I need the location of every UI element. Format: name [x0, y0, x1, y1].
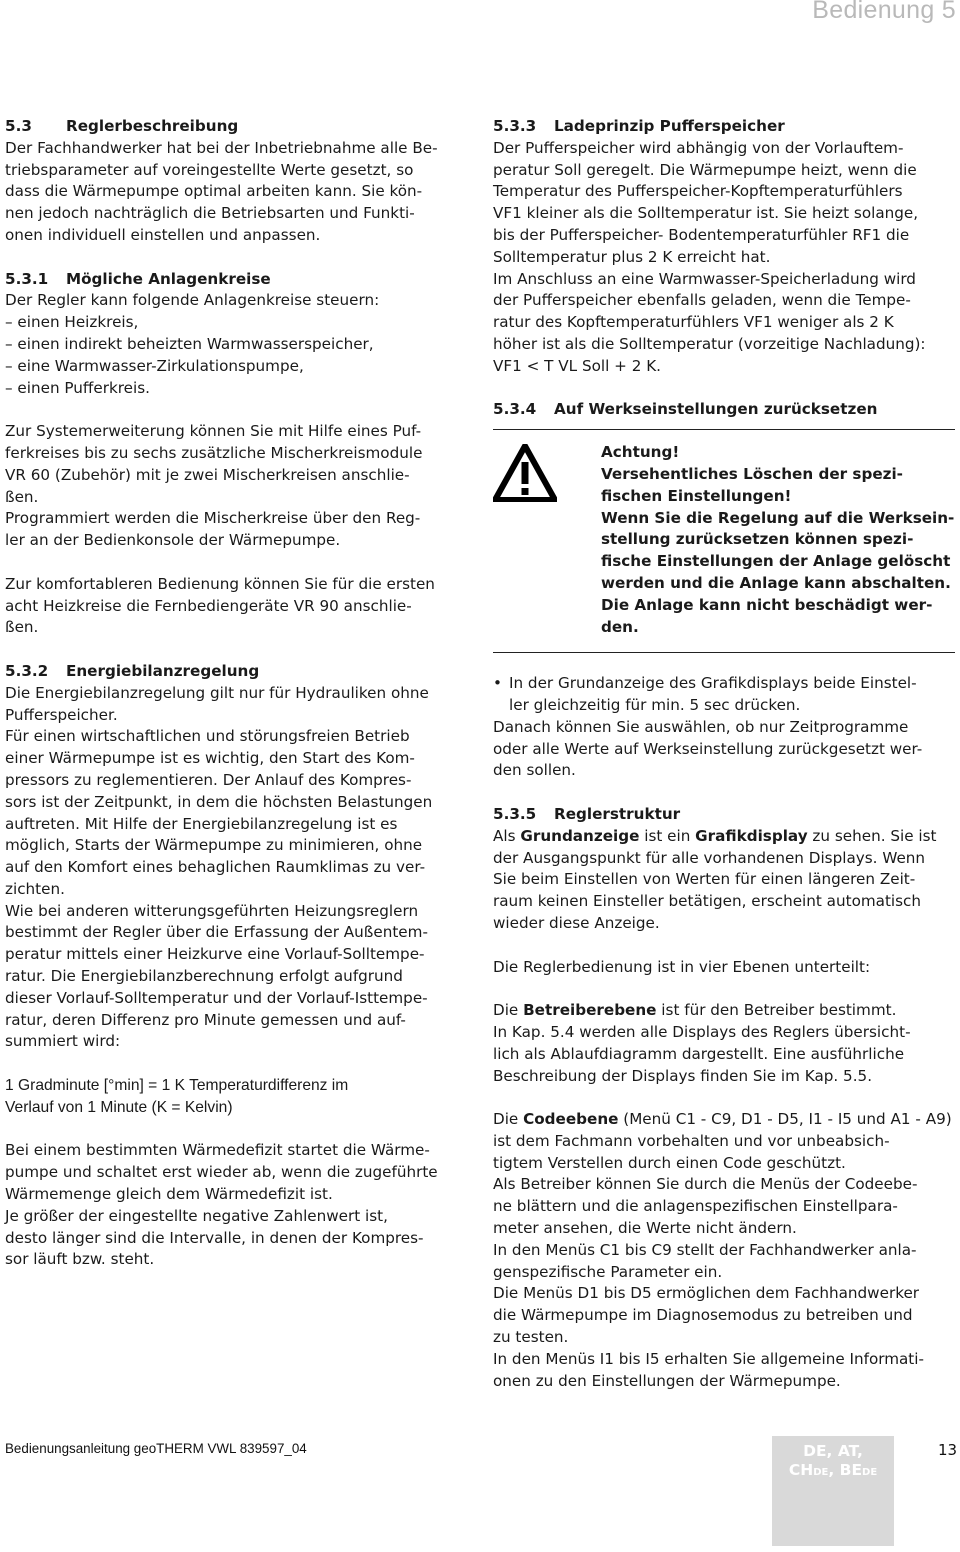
text-line: onen zu den Einstellungen der Wärmepumpe. — [493, 1371, 841, 1390]
text-line: Verlauf von 1 Minute (K = Kelvin) — [5, 1098, 233, 1116]
text-line: den sollen. — [493, 761, 576, 780]
text-line: Zur komfortableren Bedienung können Sie für die ersten — [5, 574, 435, 593]
degree-minute-formula — [5, 1075, 473, 1119]
section-5-3-body — [5, 138, 473, 247]
text-line: Pufferspeicher. — [5, 705, 118, 724]
text-line: VR 60 (Zubehör) mit je zwei Mischerkreisen anschlie- — [5, 465, 410, 484]
text-line: desto länger sind die Intervalle, in denen der Kompres- — [5, 1228, 424, 1247]
paragraph-code-level — [493, 1131, 955, 1393]
paragraph-four-levels: Die Reglerbedienung ist in vier Ebenen unterteilt: — [493, 957, 871, 976]
text-line: ne blättern und die anlagenspezifischen Einstellpara- — [493, 1197, 898, 1216]
text-line: In Kap. 5.4 werden alle Displays des Reglers übersicht- — [493, 1022, 911, 1041]
text-line: höher ist als die Solltemperatur (vorzeitige Nachladung): — [493, 334, 926, 353]
warning-box — [493, 429, 955, 653]
text-line: onen individuell einstellen und anpassen. — [5, 225, 321, 244]
text-line: 1 Gradminute [°min] = 1 K Temperaturdifferenz im — [5, 1077, 349, 1095]
text-line: raum keinen Einsteller betätigen, erscheint automatisch — [493, 892, 922, 911]
text-line: VF1 kleiner als die Solltemperatur ist. Sie heizt solange, — [493, 204, 919, 223]
text-line: Die Menüs D1 bis D5 ermöglichen dem Fachhandwerker — [493, 1284, 920, 1303]
section-5-3-1-body — [5, 290, 473, 399]
section-heading-5-3-2: 5.3.2 Energiebilanzregelung — [5, 661, 260, 680]
text-line: Programmiert werden die Mischerkreise über den Reg- — [5, 509, 421, 528]
text-line: Die Energiebilanzregelung gilt nur für Hydrauliken ohne — [5, 683, 429, 702]
text-line: sor läuft bzw. steht. — [5, 1250, 155, 1269]
text-line: ßen. — [5, 487, 39, 506]
text-line: bis der Pufferspeicher- Bodentemperaturfühler RF1 die — [493, 225, 910, 244]
text-line: bestimmt der Regler über die Erfassung der Außentem- — [5, 923, 428, 942]
text-line: Der Regler kann folgende Anlagenkreise steuern: — [5, 291, 380, 310]
text-line: ratur, deren Differenz pro Minute gemessen und auf- — [5, 1010, 406, 1029]
text-line: Sie beim Einstellen von Werten für einen längeren Zeit- — [493, 870, 916, 889]
text-line: einer Wärmepumpe ist es wichtig, den Start des Kom- — [5, 749, 415, 768]
text-line: Temperatur des Pufferspeicher-Kopftemperaturfühlers — [493, 182, 903, 201]
text-line: Der Fachhandwerker hat bei der Inbetriebnahme alle Be- — [5, 138, 438, 157]
text-line: werden und die Anlage kann abschalten. — [601, 573, 951, 592]
text-line: auftreten. Mit Hilfe der Energiebilanzregelung ist es — [5, 814, 398, 833]
text-line: Danach können Sie auswählen, ob nur Zeitprogramme — [493, 717, 909, 736]
text-line: ratur. Die Energiebilanzberechnung erfolgt aufgrund — [5, 967, 403, 986]
text-line: den. — [601, 617, 639, 636]
section-heading-5-3-1: 5.3.1 Mögliche Anlagenkreise — [5, 269, 271, 288]
paragraph-remote-control — [5, 574, 473, 639]
text-line: Für einen wirtschaftlichen und störungsfreien Betrieb — [5, 727, 410, 746]
section-5-3-2-body — [5, 683, 473, 1054]
language-line-1: DE, AT, — [803, 1442, 863, 1460]
text-line: ratur des Kopftemperaturfühlers VF1 weniger als 2 K — [493, 313, 894, 332]
text-line: nen jedoch nachträglich die Betriebsarten und Funkti- — [5, 204, 415, 223]
paragraph-after-reset — [493, 717, 955, 782]
text-line: auf den Komfort eines behaglichen Raumklimas zu ver- — [5, 858, 426, 877]
page-number: 13 — [938, 1441, 958, 1459]
text-line: Solltemperatur plus 2 K erreicht hat. — [493, 247, 771, 266]
text-line: ist dem Fachmann vorbehalten und vor unbeabsich- — [493, 1131, 890, 1150]
text-line: Achtung! — [601, 443, 680, 462]
text-line: lich als Ablaufdiagramm dargestellt. Eine ausführliche — [493, 1044, 905, 1063]
text-line: peratur Soll geregelt. Die Wärmepumpe heizt, wenn die — [493, 160, 917, 179]
text-line: ferkreises bis zu sechs zusätzliche Mischerkreismodule — [5, 443, 423, 462]
text-line: ler an der Bedienkonsole der Wärmepumpe. — [5, 531, 341, 550]
text-line: dieser Vorlauf-Solltemperatur und der Vorlauf-Isttempe- — [5, 988, 428, 1007]
right-column — [493, 116, 955, 1392]
text-line: oder alle Werte auf Werkseinstellung zurückgesetzt wer- — [493, 739, 923, 758]
text-line: Je größer der eingestellte negative Zahlenwert ist, — [5, 1206, 388, 1225]
text-line: – einen indirekt beheizten Warmwasserspeicher, — [5, 334, 374, 353]
language-line-2: CHDE, BEDE — [788, 1461, 878, 1479]
text-line: Der Pufferspeicher wird abhängig von der Vorlauftem- — [493, 138, 904, 157]
bullet-dot: • — [493, 674, 502, 693]
text-line: acht Heizkreise die Fernbediengeräte VR 90 anschlie- — [5, 596, 412, 615]
text-line: zu testen. — [493, 1328, 569, 1347]
text-line: Die Anlage kann nicht beschädigt wer- — [601, 595, 933, 614]
text-line: – eine Warmwasser-Zirkulationspumpe, — [5, 356, 304, 375]
text-line: pressors zu reglementieren. Der Anlauf des Kompres- — [5, 770, 412, 789]
text-line: triebsparameter auf voreingestellte Werte gesetzt, so — [5, 160, 414, 179]
text-line: fischen Einstellungen! — [601, 486, 792, 505]
text-line: – einen Heizkreis, — [5, 313, 139, 332]
section-5-3-3-body — [493, 138, 955, 378]
section-5-3-5-first-line: Als Grundanzeige ist ein Grafikdisplay zu sehen. Sie ist — [493, 826, 937, 845]
text-line: der Ausgangspunkt für alle vorhandenen Displays. Wenn — [493, 848, 926, 867]
text-line: In den Menüs I1 bis I5 erhalten Sie allgemeine Informati- — [493, 1349, 924, 1368]
text-line: ßen. — [5, 618, 39, 637]
section-5-3-5-body — [493, 848, 955, 935]
text-line: meter ansehen, die Werte nicht ändern. — [493, 1219, 797, 1238]
text-line: Beschreibung der Displays finden Sie im Kap. 5.5. — [493, 1066, 873, 1085]
text-line: Wärmemenge gleich dem Wärmedefizit ist. — [5, 1185, 333, 1204]
text-line: tigtem Verstellen durch einen Code geschützt. — [493, 1153, 846, 1172]
text-line: VF1 < T VL Soll + 2 K. — [493, 356, 661, 375]
text-line: In der Grundanzeige des Grafikdisplays beide Einstel- — [509, 674, 917, 693]
text-line: Wie bei anderen witterungsgeführten Heizungsreglern — [5, 901, 419, 920]
text-line: stellung zurücksetzen können spezi- — [601, 530, 914, 549]
text-line: In den Menüs C1 bis C9 stellt der Fachhandwerker anla- — [493, 1240, 917, 1259]
text-line: ler gleichzeitig für min. 5 sec drücken. — [509, 695, 801, 714]
text-line: Zur Systemerweiterung können Sie mit Hilfe eines Puf- — [5, 422, 422, 441]
warning-text — [601, 442, 955, 638]
paragraph-operator-level — [493, 1022, 955, 1087]
text-line: sors ist der Zeitpunkt, in dem die höchsten Belastungen — [5, 792, 433, 811]
text-line: die Wärmepumpe im Diagnosemodus zu betreiben und — [493, 1306, 913, 1325]
paragraph-operator-level-first: Die Betreiberebene ist für den Betreiber bestimmt. — [493, 1001, 897, 1020]
page-header-title: Bedienung 5 — [812, 0, 956, 24]
text-line: Bei einem bestimmten Wärmedefizit startet die Wärme- — [5, 1141, 430, 1160]
footer-document-title: Bedienungsanleitung geoTHERM VWL 839597_04 — [5, 1441, 307, 1456]
language-box — [772, 1436, 894, 1546]
paragraph-code-level-first: Die Codeebene (Menü C1 - C9, D1 - D5, I1 - I5 und A1 - A9) — [493, 1110, 952, 1129]
section-heading-5-3-3: 5.3.3 Ladeprinzip Pufferspeicher — [493, 117, 785, 135]
bullet-item-reset — [493, 673, 955, 717]
text-line: Wenn Sie die Regelung auf die Werksein- — [601, 508, 955, 527]
warning-triangle-icon — [493, 444, 557, 502]
section-heading-5-3-4: 5.3.4 Auf Werkseinstellungen zurücksetzen — [493, 400, 878, 419]
left-column — [5, 116, 473, 1271]
text-line: pumpe und schaltet erst wieder ab, wenn die zugeführte — [5, 1163, 438, 1182]
text-line: Im Anschluss an eine Warmwasser-Speicherladung wird — [493, 269, 916, 288]
text-line: möglich, Starts der Wärmepumpe zu minimieren, ohne — [5, 836, 423, 855]
text-line: Versehentliches Löschen der spezi- — [601, 464, 903, 483]
text-line: peratur mittels einer Heizkurve eine Vorlauf-Solltempe- — [5, 945, 425, 964]
text-line: wieder diese Anzeige. — [493, 913, 660, 932]
section-heading-5-3: 5.3 Reglerbeschreibung — [5, 117, 239, 135]
text-line: dass die Wärmepumpe optimal arbeiten kann. Sie kön- — [5, 182, 423, 201]
text-line: summiert wird: — [5, 1032, 121, 1051]
paragraph-heat-deficit — [5, 1140, 473, 1271]
text-line: – einen Pufferkreis. — [5, 378, 150, 397]
text-line: zichten. — [5, 879, 65, 898]
paragraph-system-extension — [5, 421, 473, 552]
text-line: der Pufferspeicher ebenfalls geladen, wenn die Tempe- — [493, 291, 911, 310]
text-line: Als Betreiber können Sie durch die Menüs der Codeebe- — [493, 1175, 918, 1194]
section-heading-5-3-5: 5.3.5 Reglerstruktur — [493, 804, 681, 823]
text-line: fische Einstellungen der Anlage gelöscht — [601, 552, 951, 571]
text-line: genspezifische Parameter ein. — [493, 1262, 723, 1281]
